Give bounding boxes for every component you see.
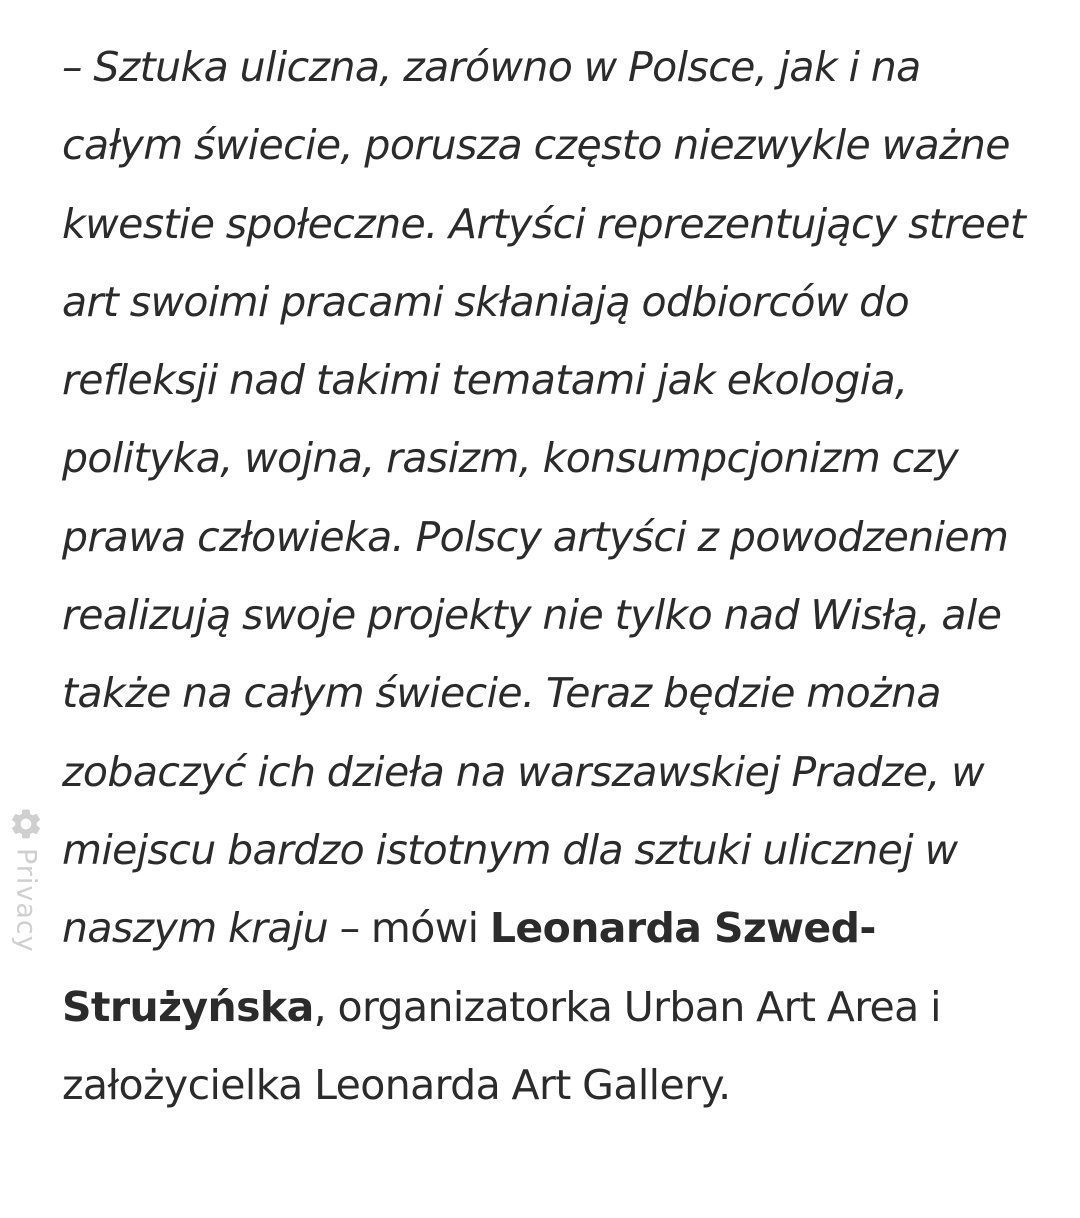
gear-icon bbox=[8, 806, 44, 842]
quote-paragraph bbox=[62, 28, 1027, 1124]
privacy-label: Privacy bbox=[10, 848, 42, 953]
privacy-badge[interactable] bbox=[6, 806, 46, 976]
attribution-suffix: , organizatorka Urban Art Area i założycielka Leonarda Art Gallery. bbox=[62, 982, 941, 1109]
article-body bbox=[62, 28, 1027, 1124]
quote-text: – Sztuka uliczna, zarówno w Polsce, jak i na całym świecie, porusza często niezwykle ważne kwestie społeczne. Artyści reprezentujący street art swoimi pracami skłaniają odbiorców do refleksji nad takimi tematami jak ekologia, polityka, wojna, rasizm, konsumpcjonizm czy prawa człowieka. Polscy artyści z powodzeniem realizują swoje projekty nie tylko nad Wisłą, ale także na całym świecie. Teraz będzie można zobaczyć ich dzieła na warszawskiej Pradze, w miejscu bardzo istotnym dla sztuki ulicznej w naszym kraju bbox=[62, 43, 1026, 953]
speaker-name: Leonarda Szwed-Strużyńska bbox=[62, 904, 876, 1031]
attribution-prefix: – mówi bbox=[328, 904, 490, 953]
